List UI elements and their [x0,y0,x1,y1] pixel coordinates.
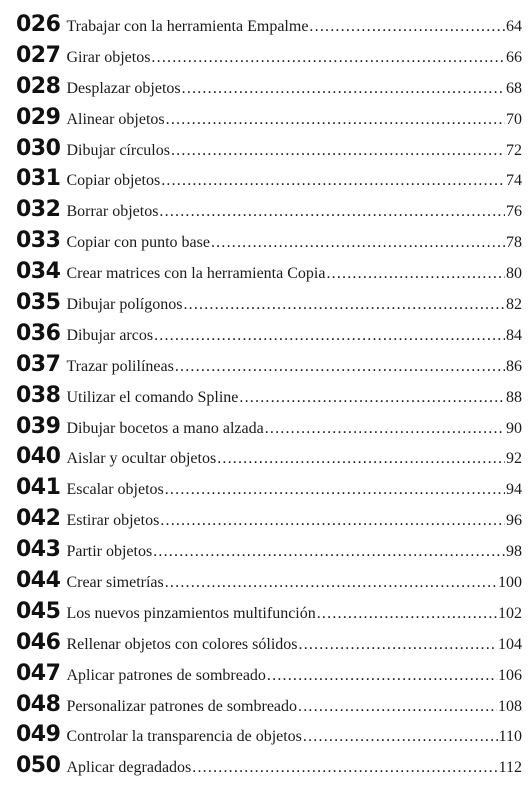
toc-entry[interactable] [0,74,532,105]
dot-leader [265,420,505,438]
entry-page: 106 [498,666,522,684]
entry-title: Dibujar bocetos a mano alzada [66,419,264,437]
dot-leader [183,296,505,314]
dot-leader [239,389,505,407]
entry-title: Dibujar polígonos [66,296,183,314]
entry-number: 031 [16,166,61,192]
entry-number: 041 [16,475,61,501]
entry-page: 108 [498,697,522,715]
dot-leader [299,636,498,654]
entry-title: Partir objetos [66,543,153,561]
entry-title: Copiar objetos [66,172,161,190]
entry-number: 037 [16,351,61,377]
entry-page: 68 [506,79,522,97]
toc-entry[interactable] [0,43,532,74]
entry-page: 96 [506,512,522,530]
entry-page: 78 [506,234,522,252]
entry-number: 034 [16,259,61,285]
toc-entry[interactable] [0,259,532,290]
toc-entry[interactable] [0,661,532,692]
toc-entry[interactable] [0,321,532,352]
dot-leader [192,759,497,777]
entry-page: 86 [506,357,522,375]
toc-entry[interactable] [0,414,532,445]
entry-page: 104 [498,635,522,653]
dot-leader [160,512,505,530]
toc-entry[interactable] [0,599,532,630]
dot-leader [182,80,505,98]
entry-number: 046 [16,629,61,655]
entry-number: 032 [16,197,61,223]
dot-leader [154,327,505,345]
toc-entry[interactable] [0,568,532,599]
entry-number: 038 [16,382,61,408]
toc-entry[interactable] [0,722,532,753]
entry-title: Escalar objetos [66,481,164,499]
entry-number: 049 [16,722,61,748]
entry-title: Trazar polilíneas [66,357,174,375]
toc-entry[interactable] [0,352,532,383]
entry-title: Personalizar patrones de sombreado [66,697,298,715]
entry-title: Aplicar degradados [66,759,192,777]
toc-entry[interactable] [0,383,532,414]
entry-page: 98 [506,543,522,561]
toc-entry[interactable] [0,197,532,228]
entry-number: 048 [16,691,61,717]
dot-leader [217,450,505,468]
toc-entry[interactable] [0,228,532,259]
entry-number: 040 [16,444,61,470]
entry-number: 033 [16,228,61,254]
entry-number: 050 [16,753,61,779]
dot-leader [317,605,497,623]
entry-page: 100 [498,574,522,592]
entry-page: 82 [506,296,522,314]
dot-leader [159,203,505,221]
entry-title: Dibujar arcos [66,326,154,344]
dot-leader [165,574,497,592]
toc-entry[interactable] [0,444,532,475]
entry-page: 84 [506,326,522,344]
entry-number: 039 [16,413,61,439]
dot-leader [298,698,497,716]
entry-page: 102 [498,604,522,622]
dot-leader [151,49,505,67]
entry-page: 94 [506,481,522,499]
toc-entry[interactable] [0,166,532,197]
dot-leader [165,481,505,499]
entry-title: Borrar objetos [66,203,159,221]
entry-title: Crear simetrías [66,574,164,592]
entry-page: 80 [506,265,522,283]
entry-title: Rellenar objetos con colores sólidos [66,635,298,653]
entry-number: 043 [16,537,61,563]
entry-number: 027 [16,42,61,68]
entry-page: 66 [506,48,522,66]
entry-title: Trabajar con la herramienta Empalme [66,18,309,35]
dot-leader [166,111,505,129]
toc-entry[interactable] [0,290,532,321]
toc-entry[interactable] [0,12,532,43]
entry-title: Girar objetos [66,48,151,66]
entry-number: 035 [16,290,61,316]
entry-number: 030 [16,135,61,161]
entry-page: 92 [506,450,522,468]
toc-entry[interactable] [0,753,532,784]
entry-title: Desplazar objetos [66,79,181,97]
toc-entry[interactable] [0,506,532,537]
entry-number: 044 [16,568,61,594]
entry-title: Alinear objetos [66,110,165,128]
entry-number: 045 [16,598,61,624]
toc-entry[interactable] [0,105,532,136]
dot-leader [326,265,505,283]
entry-title: Crear matrices con la herramienta Copia [66,265,326,283]
dot-leader [211,234,505,252]
entry-number: 029 [16,104,61,130]
entry-title: Utilizar el comando Spline [66,388,239,406]
entry-title: Los nuevos pinzamientos multifunción [66,604,316,622]
entry-page: 72 [506,141,522,159]
entry-page: 88 [506,388,522,406]
entry-number: 028 [16,73,61,99]
entry-number: 042 [16,506,61,532]
entry-title: Controlar la transparencia de objetos [66,728,302,746]
toc-entry[interactable] [0,692,532,723]
toc-entry[interactable] [0,475,532,506]
entry-page: 64 [506,18,522,35]
entry-page: 90 [506,419,522,437]
entry-title: Dibujar círculos [66,141,170,159]
toc-entry[interactable] [0,136,532,167]
dot-leader [171,142,505,160]
table-of-contents [0,12,532,784]
toc-entry[interactable] [0,630,532,661]
entry-number: 036 [16,320,61,346]
entry-page: 70 [506,110,522,128]
entry-title: Aplicar patrones de sombreado [66,666,266,684]
entry-page: 76 [506,203,522,221]
entry-number: 047 [16,660,61,686]
dot-leader [175,358,505,376]
entry-title: Estirar objetos [66,512,160,530]
dot-leader [153,543,505,561]
dot-leader [309,18,505,36]
dot-leader [267,667,497,685]
entry-page: 110 [498,728,522,746]
entry-page: 74 [506,172,522,190]
dot-leader [303,728,498,746]
entry-number: 026 [16,12,61,37]
entry-title: Aislar y ocultar objetos [66,450,217,468]
entry-title: Copiar con punto base [66,234,210,252]
toc-entry[interactable] [0,537,532,568]
entry-page: 112 [498,759,522,777]
dot-leader [161,172,505,190]
